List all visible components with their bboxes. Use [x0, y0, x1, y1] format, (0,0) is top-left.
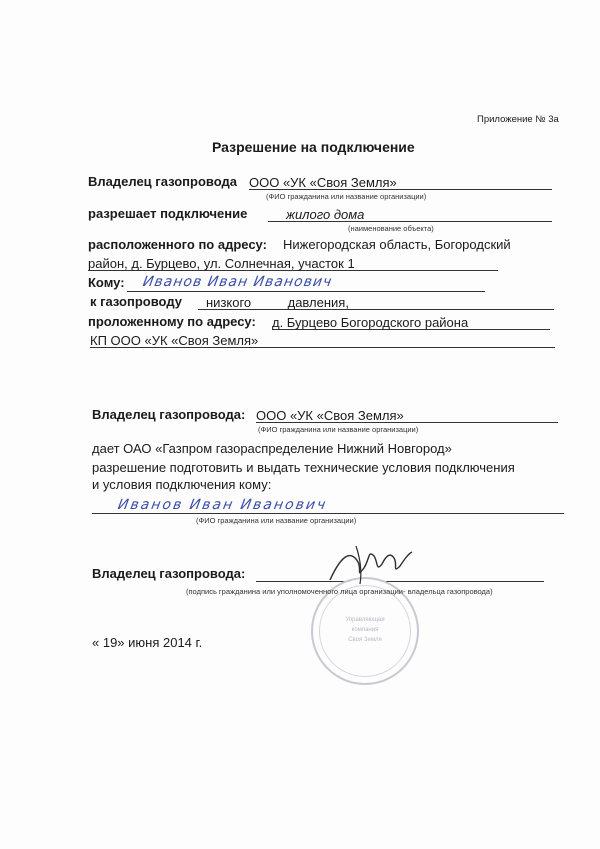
owner-value-text: ООО «УК «Своя Земля» — [249, 175, 397, 190]
pipeline-field — [198, 294, 554, 310]
laid-address-field — [272, 314, 550, 330]
signature-caption: (подпись гражданина или уполномоченного лица организации- владельца газопровода) — [186, 587, 493, 596]
object-caption: (наименование объекта) — [348, 224, 434, 233]
pipeline-pressure-word-2: давления, — [287, 295, 349, 310]
owner2-caption: (ФИО гражданина или название организации) — [258, 425, 419, 434]
stamp-line-1: Управляющая — [345, 617, 385, 623]
owner2-value — [256, 407, 558, 423]
owner2-label: Владелец газопровода: — [92, 407, 246, 422]
grant-text-1: дает ОАО «Газпром газораспределение Нижний Новгород» — [92, 441, 452, 456]
grant-text-3: и условия подключения кому: — [92, 477, 272, 492]
address-line-1: Нижегородская область, Богородский — [283, 237, 511, 252]
stamp-line-3: Своя Земля — [348, 637, 382, 643]
document-date: « 19» июня 2014 г. — [92, 635, 203, 650]
permits-label: разрешает подключение — [88, 206, 248, 221]
pipeline-label: к газопроводу — [90, 294, 182, 309]
laid-address-text: д. Бурцево Богородского района — [272, 315, 469, 330]
document-title: Разрешение на подключение — [212, 139, 415, 155]
permits-value — [268, 206, 552, 222]
owner2-value-text: ООО «УК «Своя Земля» — [256, 408, 404, 423]
address-line-2-text: район, д. Бурцево, ул. Солнечная, участок 1 — [88, 256, 355, 271]
stamp-line-2: компания — [351, 627, 379, 633]
appendix-label: Приложение № 3а — [477, 114, 559, 125]
to-whom-handwriting: Иванов Иван Иванович — [141, 274, 334, 290]
owner-label: Владелец газопровода — [88, 174, 237, 189]
to-whom-label: Кому: — [88, 275, 125, 290]
owner3-label: Владелец газопровода: — [92, 566, 246, 581]
owner-caption: (ФИО гражданина или название организации) — [266, 192, 427, 201]
grant-text-2: разрешение подготовить и выдать технические условия подключения — [92, 460, 515, 475]
signature — [320, 538, 420, 588]
recipient-caption: (ФИО гражданина или название организации) — [196, 516, 357, 525]
laid-address-label: проложенному по адресу: — [88, 314, 256, 329]
address-label: расположенного по адресу: — [88, 237, 267, 252]
permits-value-text: жилого дома — [286, 207, 365, 222]
recipient-handwriting: Иванов Иван Иванович — [116, 497, 329, 513]
recipient-field — [92, 496, 564, 514]
address-line-2 — [88, 255, 498, 271]
kp-field — [90, 332, 555, 348]
pipeline-pressure-word: низкого — [206, 295, 252, 310]
owner-value — [249, 174, 552, 190]
kp-text: КП ООО «УК «Своя Земля» — [90, 333, 259, 348]
to-whom-field — [127, 273, 485, 292]
